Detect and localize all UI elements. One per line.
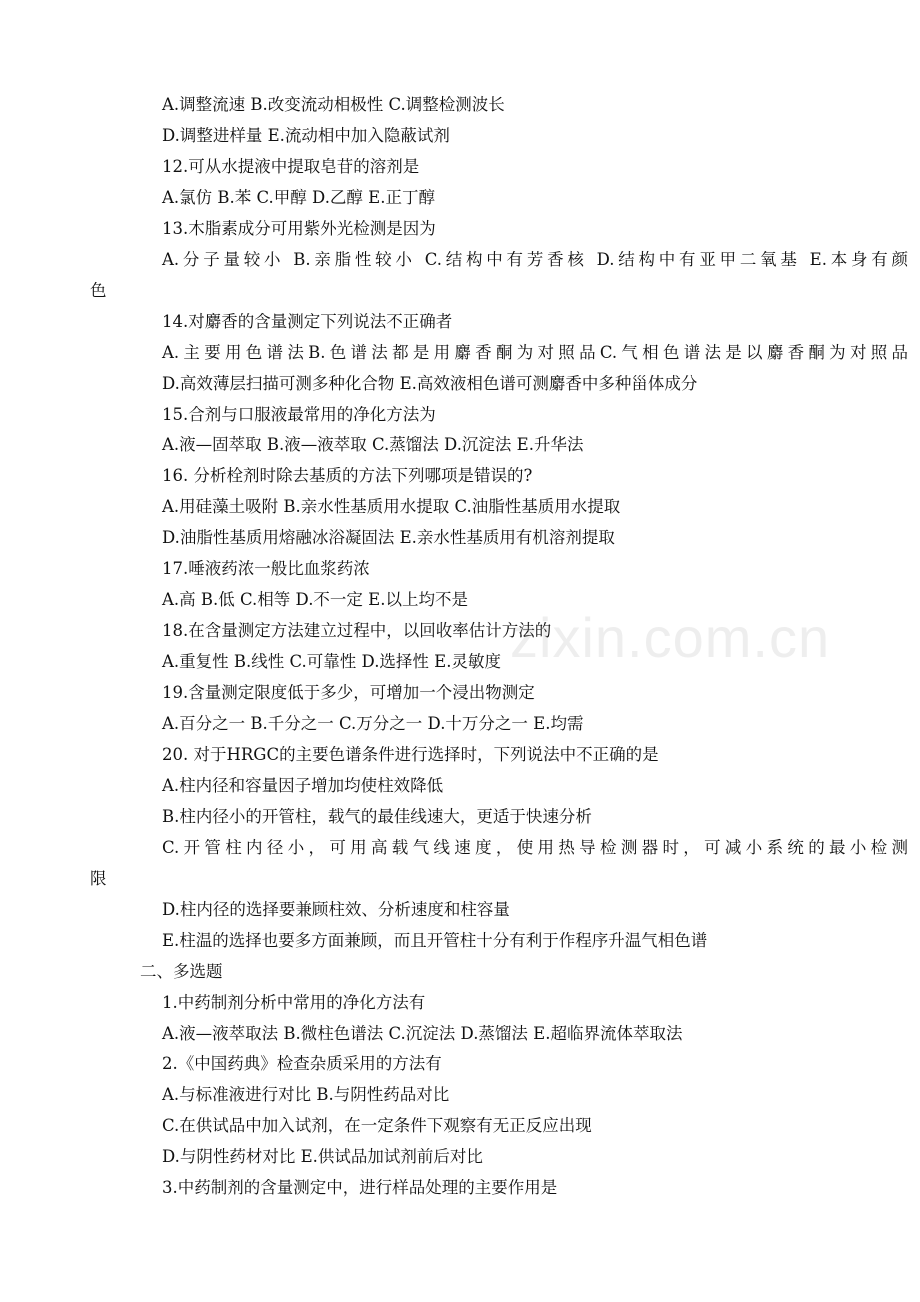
text-line: A.与标准液进行对比 B.与阴性药品对比 [162,1085,450,1105]
text-line: A.百分之一 B.千分之一 C.万分之一 D.十万分之一 E.均需 [162,714,584,733]
text-line: C.开管柱内径小，可用高载气线速度，使用热导检测器时，可减小系统的最小检测 [162,837,908,857]
text-line: A.柱内径和容量因子增加均使柱效降低 [162,775,444,795]
text-line: A.液—液萃取法 B.微柱色谱法 C.沉淀法 D.蒸馏法 E.超临界流体萃取法 [162,1023,683,1043]
text-line: A.调整流速 B.改变流动相极性 C.调整检测波长 [162,95,505,114]
text-line: D.与阴性药材对比 E.供试品加试剂前后对比 [162,1147,483,1167]
text-line: 14.对麝香的含量测定下列说法不正确者 [162,311,453,331]
text-line: D.高效薄层扫描可测多种化合物 E.高效液相色谱可测麝香中多种甾体成分 [162,373,698,393]
text-line: 12.可从水提液中提取皂苷的溶剂是 [162,156,420,176]
text-line: 19.含量测定限度低于多少，可增加一个浸出物测定 [162,683,535,703]
text-line: 18.在含量测定方法建立过程中，以回收率估计方法的 [162,621,552,641]
text-line: A.高 B.低 C.相等 D.不一定 E.以上均不是 [162,590,468,610]
text-line: 二、多选题 [140,961,223,981]
text-line: B.柱内径小的开管柱，载气的最佳线速大，更适于快速分析 [162,806,592,826]
text-line: 2.《中国药典》检查杂质采用的方法有 [162,1054,442,1074]
text-line: A.分子量较小 B.亲脂性较小 C.结构中有芳香核 D.结构中有亚甲二氧基 E.本身有颜 [162,249,908,269]
text-line: E.柱温的选择也要多方面兼顾，而且开管柱十分有利于作程序升温气相色谱 [162,930,708,950]
watermark: zixin.com.cn [510,606,831,669]
text-line: D.柱内径的选择要兼顾柱效、分析速度和柱容量 [162,899,510,919]
text-line: D.油脂性基质用熔融冰浴凝固法 E.亲水性基质用有机溶剂提取 [162,528,615,548]
text-line: 3.中药制剂的含量测定中，进行样品处理的主要作用是 [162,1178,558,1198]
text-line: A.主要用色谱法B.色谱法都是用麝香酮为对照品C.气相色谱法是以麝香酮为对照品 [162,342,908,362]
text-line: D.调整进样量 E.流动相中加入隐蔽试剂 [162,125,450,145]
text-line: C.在供试品中加入试剂，在一定条件下观察有无正反应出现 [162,1116,592,1136]
text-line: 13.木脂素成分可用紫外光检测是因为 [162,218,436,238]
text-line: A.重复性 B.线性 C.可靠性 D.选择性 E.灵敏度 [162,652,501,672]
text-line: 色 [90,280,107,300]
text-line: 15.合剂与口服液最常用的净化方法为 [162,404,436,424]
text-line: 17.唾液药浓一般比血浆药浓 [162,559,370,579]
text-line: 16. 分析栓剂时除去基质的方法下列哪项是错误的? [162,466,533,486]
text-line: A.氯仿 B.苯 C.甲醇 D.乙醇 E.正丁醇 [162,187,435,207]
text-line: 1.中药制剂分析中常用的净化方法有 [162,992,426,1012]
text-line: A.液—固萃取 B.液—液萃取 C.蒸馏法 D.沉淀法 E.升华法 [162,435,584,455]
text-line: 限 [90,868,107,888]
text-line: A.用硅藻土吸附 B.亲水性基质用水提取 C.油脂性基质用水提取 [162,497,621,517]
text-line: 20. 对于HRGC的主要色谱条件进行选择时，下列说法中不正确的是 [162,744,659,764]
